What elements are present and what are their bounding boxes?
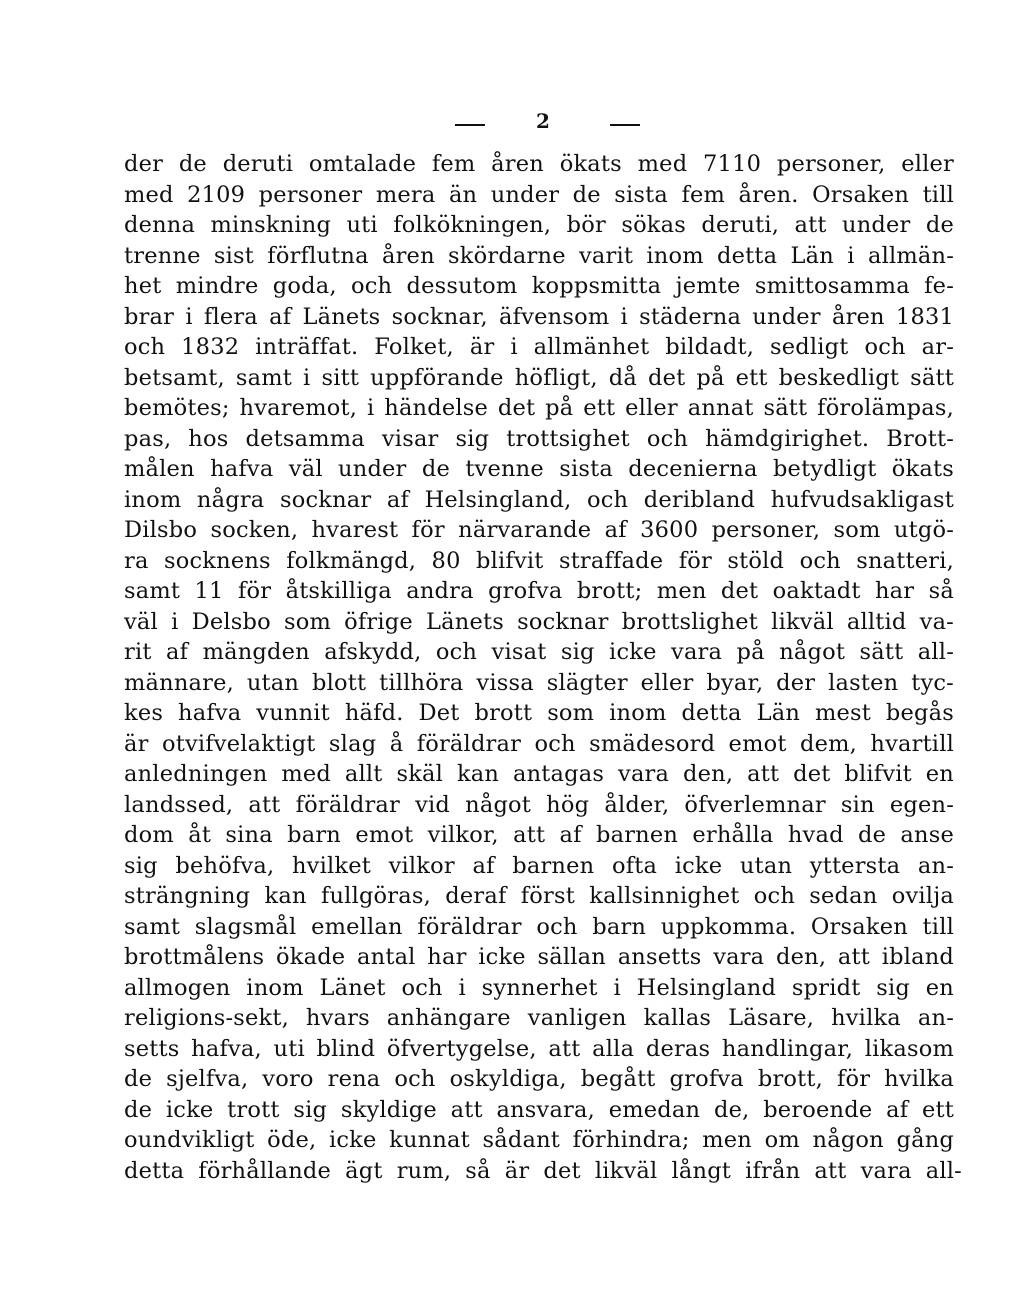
text-line: het mindre goda, och dessutom koppsmitta jemte smittosamma fe-	[124, 273, 954, 299]
page-header	[0, 104, 1024, 134]
header-dash-right	[610, 124, 640, 126]
header-dash-left	[455, 124, 485, 126]
text-line: Dilsbo socken, hvarest för närvarande af 3600 personer, som utgö-	[124, 517, 954, 543]
text-line: inom några socknar af Helsingland, och deribland hufvudsakligast	[124, 486, 954, 513]
text-line: är otvifvelaktigt slag å föräldrar och smädesord emot dem, hvartill	[124, 730, 954, 757]
text-line: anledningen med allt skäl kan antagas vara den, att det blifvit en	[124, 761, 954, 787]
text-line: männare, utan blott tillhöra vissa slägter eller byar, der lasten tyc-	[124, 669, 954, 696]
text-line: rit af mängden afskydd, och visat sig icke vara på något sätt all-	[124, 639, 954, 665]
text-line: kes hafva vunnit häfd. Det brott som inom detta Län mest begås	[124, 700, 954, 726]
body-text	[124, 149, 962, 1186]
text-line: bemötes; hvaremot, i händelse det på ett eller annat sätt förolämpas,	[124, 395, 954, 421]
text-line: denna minskning uti folkökningen, bör sökas deruti, att under de	[124, 212, 954, 238]
text-line: de icke trott sig skyldige att ansvara, emedan de, beroende af ett	[124, 1096, 954, 1123]
text-line: brottmålens ökade antal har icke sällan ansetts vara den, att ibland	[124, 944, 954, 970]
text-line: ra socknens folkmängd, 80 blifvit straffade för stöld och snatteri,	[124, 547, 954, 574]
text-line: samt 11 för åtskilliga andra grofva brott; men det oaktadt har så	[124, 578, 954, 604]
text-line: pas, hos detsamma visar sig trottsighet och hämdgirighet. Brott-	[124, 425, 954, 452]
text-line: landssed, att föräldrar vid något hög ålder, öfverlemnar sin egen-	[124, 791, 954, 818]
text-line: betsamt, samt i sitt uppförande höfligt, då det på ett beskedligt sätt	[124, 364, 954, 391]
text-line: allmogen inom Länet och i synnerhet i Helsingland spridt sig en	[124, 974, 954, 1001]
text-line: setts hafva, uti blind öfvertygelse, att alla deras handlingar, likasom	[124, 1035, 954, 1062]
text-line: samt slagsmål emellan föräldrar och barn uppkomma. Orsaken till	[124, 913, 954, 940]
page-number: 2	[536, 109, 550, 133]
text-line: sig behöfva, hvilket vilkor af barnen ofta icke utan yttersta an-	[124, 852, 954, 879]
text-line: detta förhållande ägt rum, så är det likväl långt ifrån att vara all-	[124, 1157, 962, 1184]
text-line: strängning kan fullgöras, deraf först kallsinnighet och sedan ovilja	[124, 883, 954, 909]
text-line: de sjelfva, voro rena och oskyldiga, begått grofva brott, för hvilka	[124, 1066, 954, 1092]
text-line: religions-sekt, hvars anhängare vanligen kallas Läsare, hvilka an-	[124, 1005, 954, 1031]
text-line: och 1832 inträffat. Folket, är i allmänhet bildadt, sedligt och ar-	[124, 334, 954, 360]
text-line: målen hafva väl under de tvenne sista decenierna betydligt ökats	[124, 456, 954, 482]
text-line: väl i Delsbo som öfrige Länets socknar brottslighet likväl alltid va-	[124, 608, 954, 635]
text-line: med 2109 personer mera än under de sista fem åren. Orsaken till	[124, 181, 954, 208]
text-line: brar i flera af Länets socknar, äfvensom i städerna under åren 1831	[124, 303, 954, 330]
text-line: trenne sist förflutna åren skördarne varit inom detta Län i allmän-	[124, 242, 954, 269]
text-line: der de deruti omtalade fem åren ökats med 7110 personer, eller	[124, 151, 954, 177]
text-line: dom åt sina barn emot vilkor, att af barnen erhålla hvad de anse	[124, 822, 954, 848]
text-line: oundvikligt öde, icke kunnat sådant förhindra; men om någon gång	[124, 1127, 954, 1153]
